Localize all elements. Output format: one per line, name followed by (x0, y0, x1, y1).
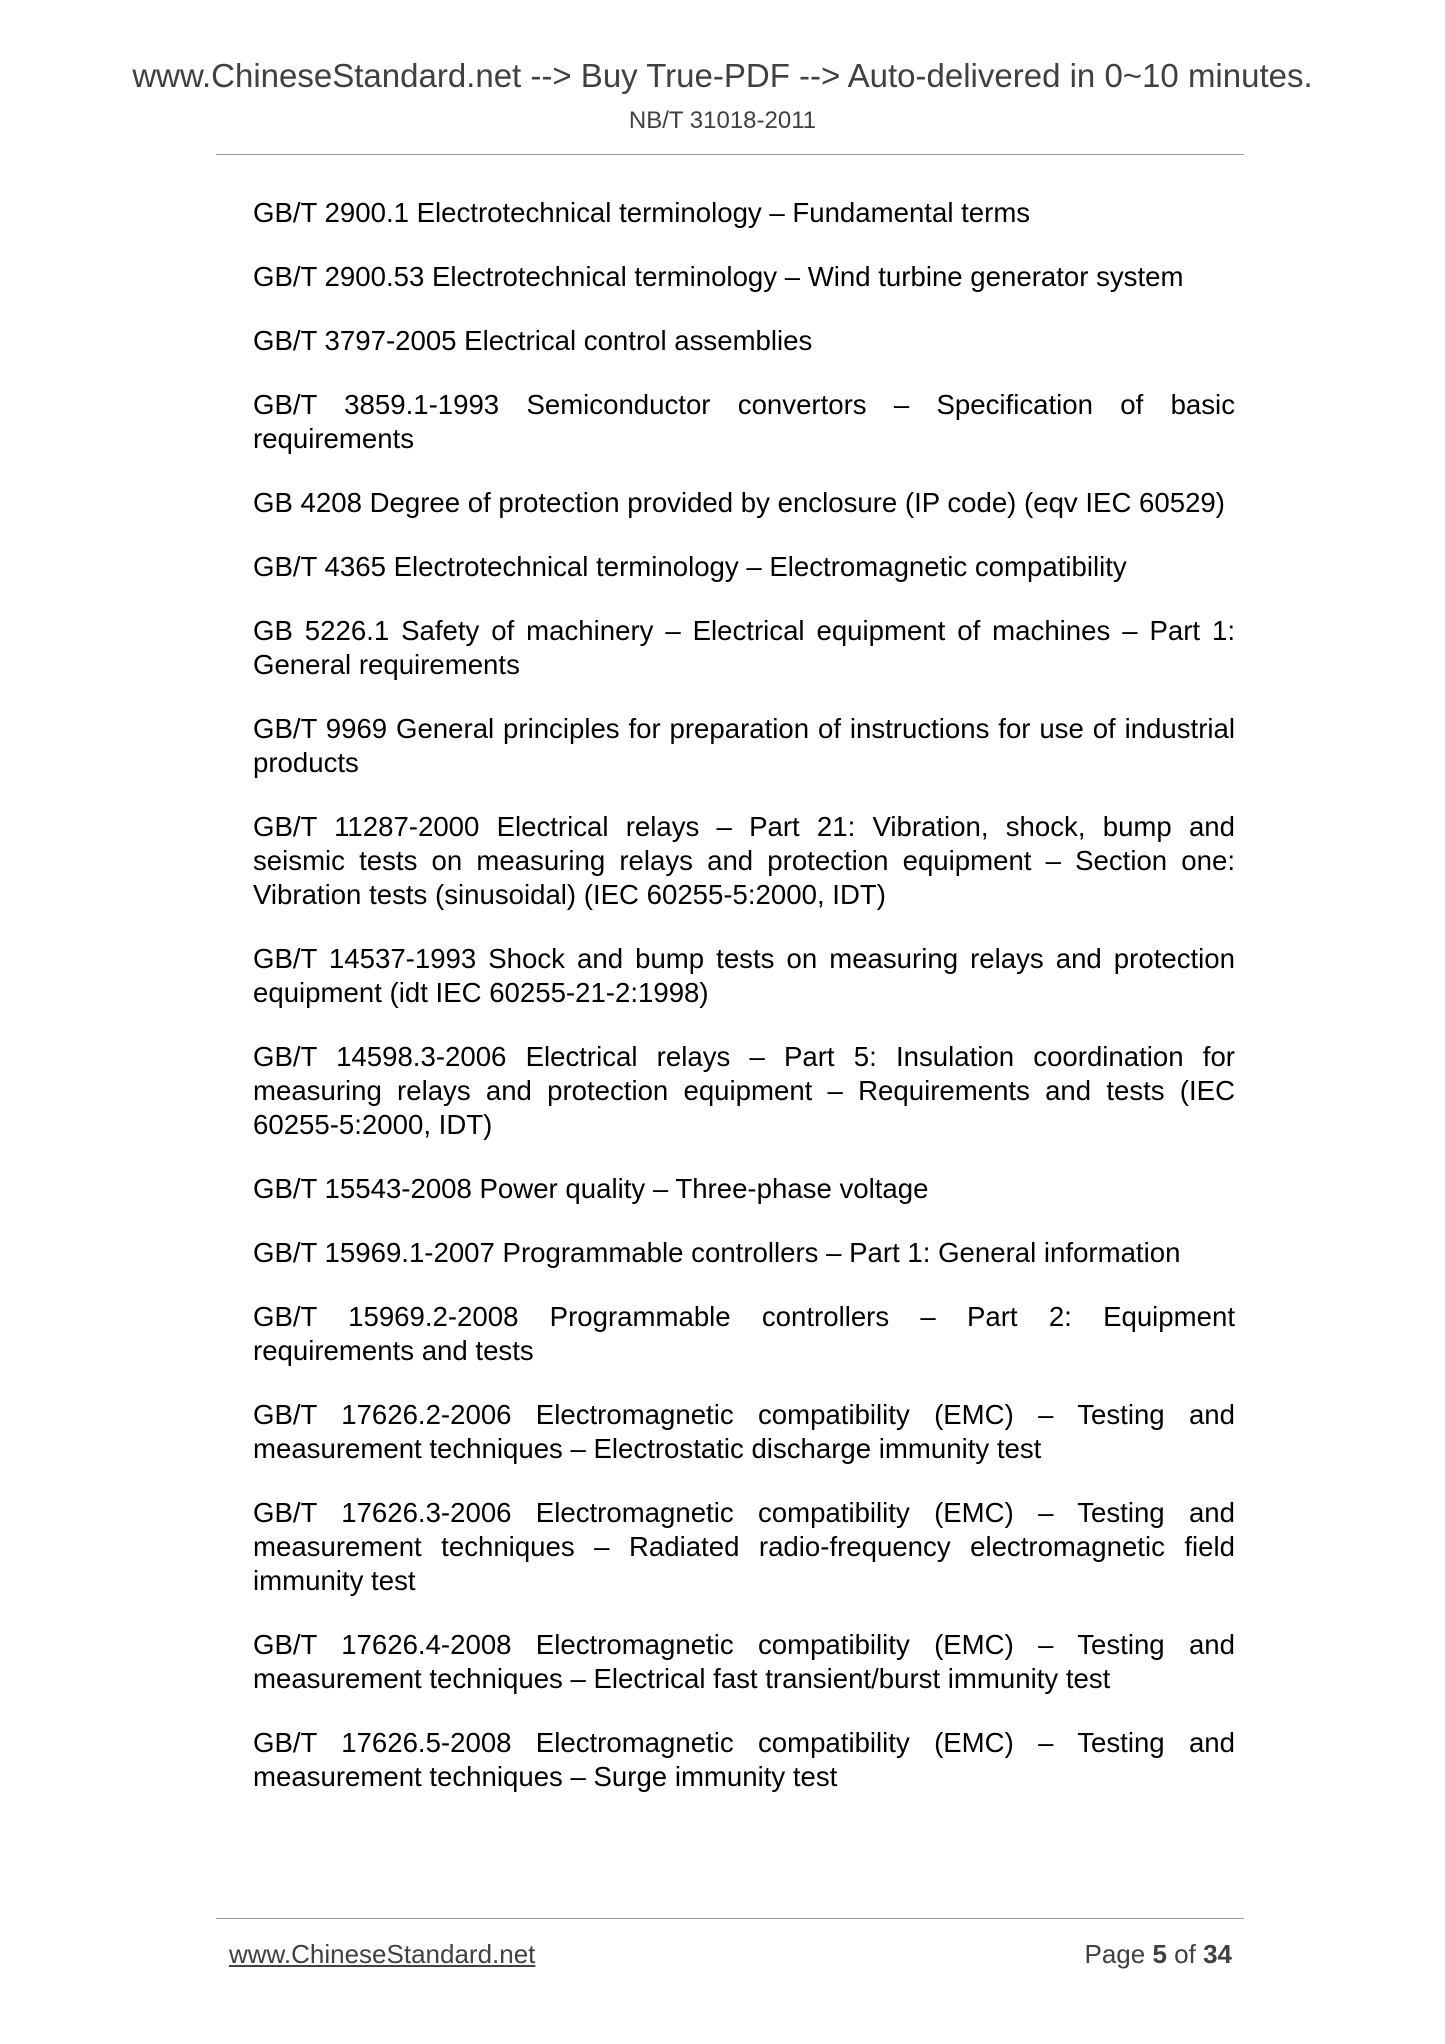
reference-item: GB/T 3797-2005 Electrical control assemblies (253, 325, 813, 356)
normative-references-list (253, 196, 1235, 1824)
page-indicator (1084, 1938, 1232, 1970)
reference-item: GB/T 2900.1 Electrotechnical terminology – Fundamental terms (253, 197, 1031, 228)
page-current: 5 (1152, 1939, 1167, 1969)
footer-divider (216, 1918, 1244, 1919)
header-divider (216, 154, 1244, 155)
reference-item: GB/T 2900.53 Electrotechnical terminology – Wind turbine generator system (253, 261, 1184, 292)
reference-item: GB/T 17626.2-2006 Electromagnetic compatibility (EMC) – Testing and measurement techniques – Electrostatic discharge immunity test (253, 1399, 1235, 1464)
reference-item: GB/T 11287-2000 Electrical relays – Part 21: Vibration, shock, bump and seismic tests on measuring relays and protection equipment – Section one: Vibration tests (sinusoidal) (IEC 60255-5:2000, IDT) (253, 811, 1235, 910)
reference-item: GB/T 15969.2-2008 Programmable controllers – Part 2: Equipment requirements and tests (253, 1301, 1235, 1366)
reference-item: GB/T 15969.1-2007 Programmable controllers – Part 1: General information (253, 1237, 1181, 1268)
reference-item: GB/T 4365 Electrotechnical terminology – Electromagnetic compatibility (253, 551, 1127, 582)
header-banner: www.ChineseStandard.net --> Buy True-PDF --> Auto-delivered in 0~10 minutes. (132, 57, 1313, 94)
standard-number: NB/T 31018-2011 (628, 107, 817, 134)
reference-item: GB/T 9969 General principles for preparation of instructions for use of industrial products (253, 713, 1235, 778)
reference-item: GB/T 14598.3-2006 Electrical relays – Part 5: Insulation coordination for measuring relays and protection equipment – Requirements and tests (IEC 60255-5:2000, IDT) (253, 1041, 1235, 1140)
page-label: Page (1084, 1939, 1146, 1969)
reference-item: GB/T 14537-1993 Shock and bump tests on measuring relays and protection equipment (idt IEC 60255-21-2:1998) (253, 943, 1235, 1008)
reference-item: GB 4208 Degree of protection provided by enclosure (IP code) (eqv IEC 60529) (253, 487, 1225, 518)
page-total: 34 (1203, 1939, 1232, 1969)
reference-item: GB/T 17626.4-2008 Electromagnetic compatibility (EMC) – Testing and measurement techniques – Electrical fast transient/burst immunity test (253, 1629, 1235, 1694)
footer-site-link[interactable]: www.ChineseStandard.net (229, 1939, 536, 1969)
reference-item: GB/T 17626.3-2006 Electromagnetic compatibility (EMC) – Testing and measurement techniques – Radiated radio-frequency electromagnetic field immunity test (253, 1497, 1235, 1596)
reference-item: GB 5226.1 Safety of machinery – Electrical equipment of machines – Part 1: General requirements (253, 615, 1235, 680)
reference-item: GB/T 17626.5-2008 Electromagnetic compatibility (EMC) – Testing and measurement techniques – Surge immunity test (253, 1727, 1235, 1792)
reference-item: GB/T 15543-2008 Power quality – Three-phase voltage (253, 1173, 929, 1204)
page-of-label: of (1174, 1939, 1196, 1969)
reference-item: GB/T 3859.1-1993 Semiconductor convertors – Specification of basic requirements (253, 389, 1235, 454)
